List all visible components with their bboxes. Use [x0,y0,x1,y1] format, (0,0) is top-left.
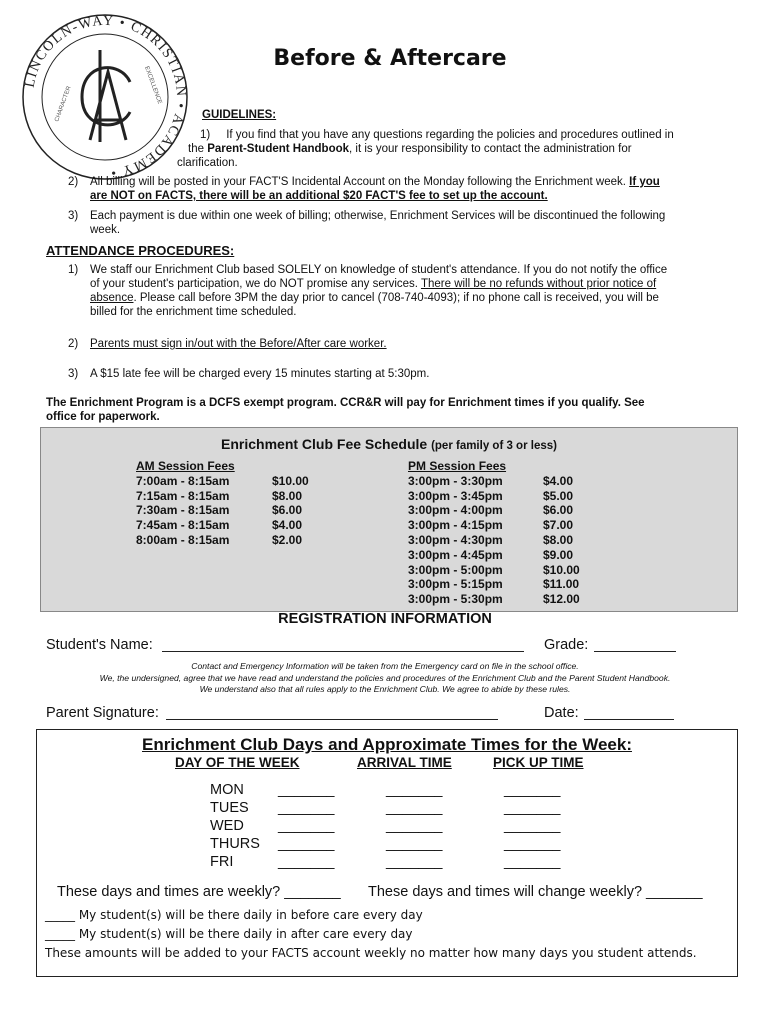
registration-note-2: We, the undersigned, agree that we have read and understand the policies and procedures of the Enrichment Club and the Parent Student Handbook. [99,673,671,683]
guideline-1-line-a: 1) If you find that you have any questions regarding the policies and procedures outlined in [200,129,674,141]
pm-fees-table [408,459,580,607]
attendance-2: 2) Parents must sign in/out with the Before/After care worker. [68,338,387,350]
pm-fee-row [408,577,580,592]
am-fees-header: AM Session Fees [136,459,235,473]
pm-fee-time: 3:00pm - 4:00pm [408,503,503,518]
am-fee-time: 7:00am - 8:15am [136,473,230,488]
day-label-thurs: THURS [210,836,260,852]
seal-ring-text: LINCOLN-WAY • CHRISTIAN • ACADEMY • [22,13,189,180]
pm-fee-amount: $8.00 [543,532,574,547]
pickup-time-header: PICK UP TIME [493,755,584,770]
registration-note-3: We understand also that all rules apply to the Enrichment Club. We agree to abide by these rules. [199,684,571,694]
attendance-3: 3) A $15 late fee will be charged every 15 minutes starting at 5:30pm. [68,368,430,380]
pm-fee-time: 3:00pm - 5:15pm [408,577,503,592]
pm-fee-time: 3:00pm - 5:30pm [408,592,503,607]
grade-field[interactable] [594,637,676,652]
date-field[interactable] [584,705,674,720]
am-fee-amount: $10.00 [272,473,309,488]
arrival-field-wed[interactable]: _______ [386,818,443,834]
am-fee-time: 7:45am - 8:15am [136,518,230,533]
student-name-field[interactable] [162,637,524,652]
grade-label: Grade: [544,637,589,653]
arrival-field-thurs[interactable]: _______ [386,836,443,852]
pm-fee-row [408,547,574,563]
seal-character-text: CHARACTER [54,85,73,123]
fee-schedule-title: Enrichment Club Fee Schedule (per family of 3 or less) [221,436,557,452]
dcfs-note: The Enrichment Program is a DCFS exempt program. CCR&R will pay for Enrichment times if you qualify. See office for paperwork. [46,397,645,423]
arrival-field-mon[interactable]: _______ [386,782,443,798]
day-field-mon[interactable]: _______ [278,782,335,798]
pm-fee-row [408,562,580,578]
am-fee-row [136,489,376,504]
pm-fee-time: 3:00pm - 4:15pm [408,518,503,533]
pm-fee-amount: $5.00 [543,488,574,503]
pm-fee-row [408,532,574,548]
date-label: Date: [544,705,579,721]
am-fee-row [136,533,376,548]
weekly-question-2: These days and times will change weekly? _______ [368,884,703,900]
pm-fee-row [408,518,574,533]
guideline-3: 3) Each payment is due within one week of billing; otherwise, Enrichment Services will be discontinued the following week. [68,210,666,236]
pm-fee-amount: $4.00 [543,473,574,488]
day-field-wed[interactable]: _______ [278,818,335,834]
pickup-field-mon[interactable]: _______ [504,782,561,798]
days-times-box [36,729,738,977]
attendance-1: 1) We staff our Enrichment Club based SOLELY on knowledge of student's attendance. If you do not notify the office of your student's participation, we do NOT promise any services. There will be no refunds without prior notice of absence. Please call before 3PM the day prior to cancel (708-740-4093); if no phone call is received, you will be billed for the enrichment time scheduled. [68,264,668,318]
pm-fee-amount: $9.00 [543,547,574,562]
am-fee-time: 7:15am - 8:15am [136,488,230,503]
fee-schedule-box [40,427,738,612]
pm-fee-time: 3:00pm - 3:30pm [408,473,503,488]
pm-fee-amount: $6.00 [543,503,574,518]
guideline-1-line-c: clarification. [177,157,238,169]
pm-fee-amount: $7.00 [543,518,574,533]
option-after-care[interactable]: _____ My student(s) will be there daily in after care every day [45,927,413,941]
registration-heading: REGISTRATION INFORMATION [278,611,492,627]
day-label-tues: TUES [210,800,249,816]
am-fee-time: 7:30am - 8:15am [136,503,230,518]
pickup-field-fri[interactable]: _______ [504,854,561,870]
am-fee-amount: $2.00 [272,532,303,547]
am-fee-time: 8:00am - 8:15am [136,532,230,547]
arrival-field-tues[interactable]: _______ [386,800,443,816]
parent-signature-label: Parent Signature: [46,705,159,721]
pm-fee-amount: $10.00 [543,562,580,577]
facts-footer-note: These amounts will be added to your FACTS account weekly no matter how many days you student attends. [45,946,697,960]
am-fee-row [136,518,376,533]
pm-fee-time: 3:00pm - 5:00pm [408,562,503,577]
seal-excellence-text: EXCELLENCE [143,65,163,105]
day-field-thurs[interactable]: _______ [278,836,335,852]
school-seal-logo [20,12,190,182]
pm-fee-time: 3:00pm - 4:30pm [408,532,503,547]
am-fee-amount: $8.00 [272,488,303,503]
pm-fee-amount: $11.00 [543,577,580,592]
arrival-field-fri[interactable]: _______ [386,854,443,870]
day-field-fri[interactable]: _______ [278,854,335,870]
page-title: Before & Aftercare [273,46,507,71]
registration-note-1: Contact and Emergency Information will be taken from the Emergency card on file in the school office. [191,661,579,671]
day-label-mon: MON [210,782,244,798]
am-fees-table [136,459,376,548]
am-fee-row [136,474,376,489]
day-label-fri: FRI [210,854,234,870]
seal-monogram [82,50,130,142]
pm-fee-row [408,503,574,518]
parent-signature-field[interactable] [166,705,498,720]
pm-fee-amount: $12.00 [543,592,580,607]
am-fee-amount: $6.00 [272,503,303,518]
weekly-question-1: These days and times are weekly? _______ [57,884,341,900]
day-of-week-header: DAY OF THE WEEK [175,755,300,770]
arrival-time-header: ARRIVAL TIME [357,755,452,770]
pm-fee-row [408,488,574,504]
guidelines-heading: GUIDELINES: [202,109,277,121]
day-label-wed: WED [210,818,244,834]
pm-fee-row [408,592,580,607]
option-before-care[interactable]: _____ My student(s) will be there daily in before care every day [45,908,423,922]
day-field-tues[interactable]: _______ [278,800,335,816]
pickup-field-thurs[interactable]: _______ [504,836,561,852]
guideline-2: 2) All billing will be posted in your FACT'S Incidental Account on the Monday following the Enrichment week. If you are NOT on FACTS, there will be an additional $20 FACT'S fee to set up the account. [68,176,660,202]
am-fee-amount: $4.00 [272,518,303,533]
days-times-title: Enrichment Club Days and Approximate Times for the Week: [142,735,632,754]
pm-fee-time: 3:00pm - 3:45pm [408,488,503,503]
pickup-field-tues[interactable]: _______ [504,800,561,816]
guideline-1-line-b: the Parent-Student Handbook, it is your responsibility to contact the administration for [188,143,632,155]
pm-fee-row [408,473,574,489]
attendance-heading: ATTENDANCE PROCEDURES: [46,243,235,258]
pm-fee-time: 3:00pm - 4:45pm [408,547,503,562]
student-name-label: Student's Name: [46,637,153,653]
pickup-field-wed[interactable]: _______ [504,818,561,834]
pm-fees-header: PM Session Fees [408,459,507,473]
am-fee-row [136,503,376,518]
